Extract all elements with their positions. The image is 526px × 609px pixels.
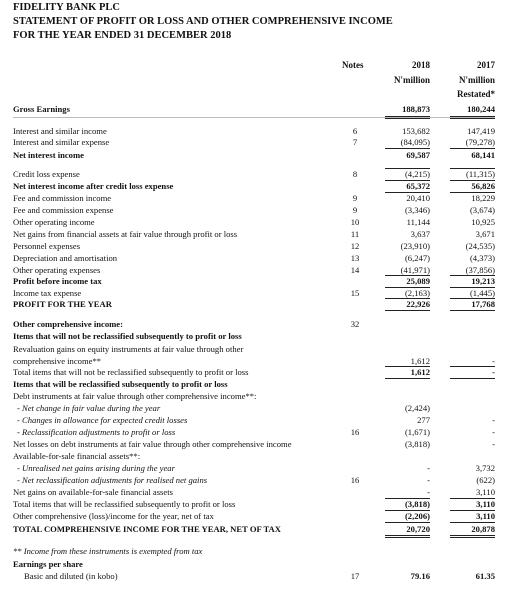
row-label: Credit loss expense	[13, 169, 80, 179]
statement-row	[0, 217, 526, 228]
row-label: Net gains on available-for-sale financial assets	[13, 487, 173, 497]
total-rule	[385, 180, 430, 181]
statement-row	[0, 299, 526, 310]
row-note: 32	[350, 319, 360, 329]
row-value-2017: (622)	[476, 475, 495, 485]
statement-row	[0, 463, 526, 474]
total-rule	[450, 118, 495, 119]
row-value-2018: (1,671)	[404, 427, 430, 437]
row-note: 15	[350, 288, 360, 298]
row-value-2017: 68,141	[471, 150, 495, 160]
row-value-2018: 79.16	[410, 571, 430, 581]
statement-row	[0, 439, 526, 450]
row-note: 13	[350, 253, 360, 263]
total-rule	[450, 180, 495, 181]
row-value-2017: (11,315)	[465, 169, 495, 179]
row-value-2017: 61.35	[475, 571, 495, 581]
total-rule	[385, 310, 430, 311]
statement-row	[0, 331, 526, 342]
row-value-2018: 3,637	[410, 229, 430, 239]
statement-row	[0, 169, 526, 180]
total-rule	[385, 510, 430, 511]
total-rule	[450, 298, 495, 299]
row-note: 8	[352, 169, 358, 179]
total-rule	[385, 535, 430, 536]
statement-row	[0, 265, 526, 276]
notes-column-header: Notes	[342, 60, 364, 70]
total-rule	[450, 148, 495, 149]
row-label: Total items that will not be reclassified subsequently to profit or loss	[13, 367, 249, 377]
row-label: Earnings per share	[13, 559, 83, 569]
row-value-2017: 17,768	[471, 299, 495, 309]
statement-row	[0, 344, 526, 355]
row-label: - Unrealised net gains arising during the year	[17, 463, 175, 473]
row-value-2018: 25,089	[406, 276, 430, 286]
row-label: TOTAL COMPREHENSIVE INCOME FOR THE YEAR, NET OF TAX	[13, 524, 281, 534]
year-2017-restated-note: Restated*	[457, 89, 495, 99]
statement-period: FOR THE YEAR ENDED 31 DECEMBER 2018	[13, 30, 232, 41]
row-value-2017: -	[492, 356, 495, 366]
row-value-2017: -	[492, 415, 495, 425]
row-label: PROFIT FOR THE YEAR	[13, 299, 112, 309]
row-value-2017: 180,244	[467, 104, 495, 114]
total-rule	[450, 378, 495, 379]
row-label: Other comprehensive (loss)/income for the year, net of tax	[13, 511, 214, 521]
row-value-2017: (79,278)	[465, 137, 495, 147]
row-label: Interest and similar expense	[13, 137, 110, 147]
row-label: Net losses on debt instruments at fair value through other comprehensive income	[13, 439, 292, 449]
total-rule	[385, 148, 430, 149]
row-value-2018: 69,587	[406, 150, 430, 160]
row-value-2018: 65,372	[406, 181, 430, 191]
row-value-2017: (1,445)	[469, 288, 495, 298]
statement-row	[0, 546, 526, 557]
row-value-2017: 18,229	[471, 193, 495, 203]
row-label: Gross Earnings	[13, 104, 70, 114]
row-value-2018: (84,095)	[400, 137, 430, 147]
row-note: 10	[350, 217, 360, 227]
statement-row	[0, 241, 526, 252]
row-value-2018: (3,818)	[404, 499, 430, 509]
total-rule	[450, 535, 495, 536]
row-value-2018: (2,424)	[404, 403, 430, 413]
statement-row	[0, 571, 526, 582]
row-label: Items that will not be reclassified subsequently to profit or loss	[13, 331, 242, 341]
statement-row	[0, 379, 526, 390]
row-note: 16	[350, 475, 360, 485]
statement-row	[0, 524, 526, 535]
row-value-2017: (3,674)	[469, 205, 495, 215]
statement-row	[0, 559, 526, 570]
statement-row	[0, 451, 526, 462]
row-label: Other operating income	[13, 217, 95, 227]
row-value-2017: -	[492, 367, 495, 377]
row-label: Net gains from financial assets at fair value through profit or loss	[13, 229, 238, 239]
row-label: Total items that will be reclassified subsequently to profit or loss	[13, 499, 236, 509]
row-label: Items that will be reclassified subsequently to profit or loss	[13, 379, 228, 389]
total-rule	[450, 168, 495, 169]
total-rule	[385, 168, 430, 169]
row-note: 16	[350, 427, 360, 437]
statement-row	[0, 104, 526, 115]
row-value-2018: (2,163)	[404, 288, 430, 298]
company-name: FIDELITY BANK PLC	[13, 2, 120, 13]
row-note: 14	[350, 265, 360, 275]
row-label: Income tax expense	[13, 288, 82, 298]
year-2017-unit: N'million	[458, 75, 495, 85]
row-value-2017: 19,213	[471, 276, 495, 286]
row-label: Revaluation gains on equity instruments at fair value through other	[13, 344, 244, 354]
row-label: ** Income from these instruments is exempted from tax	[13, 546, 203, 556]
row-label: Other operating expenses	[13, 265, 101, 275]
row-value-2017: -	[492, 439, 495, 449]
row-note: 12	[350, 241, 360, 251]
statement-row	[0, 499, 526, 510]
row-value-2018: 22,926	[406, 299, 430, 309]
row-note: 7	[352, 137, 358, 147]
row-value-2018: (4,215)	[404, 169, 430, 179]
row-label: Fee and commission expense	[13, 205, 114, 215]
row-label: Net interest income after credit loss expense	[13, 181, 174, 191]
row-value-2018: (3,818)	[404, 439, 430, 449]
statement-row	[0, 487, 526, 498]
row-value-2018: 20,720	[406, 524, 430, 534]
row-label: Net interest income	[13, 150, 84, 160]
row-label: Other comprehensive income:	[13, 319, 123, 329]
statement-row	[0, 126, 526, 137]
total-rule	[385, 118, 430, 119]
row-value-2018: -	[427, 463, 430, 473]
row-note: 11	[350, 229, 360, 239]
statement-row	[0, 276, 526, 287]
statement-row	[0, 150, 526, 161]
row-value-2018: 11,144	[406, 217, 430, 227]
year-2017-header: 2017	[477, 60, 495, 70]
row-note: 9	[352, 205, 358, 215]
row-value-2017: 3,671	[475, 229, 495, 239]
row-value-2017: 3,732	[475, 463, 495, 473]
total-rule	[385, 275, 430, 276]
statement-row	[0, 475, 526, 486]
total-rule	[450, 287, 495, 288]
row-value-2018: 20,410	[406, 193, 430, 203]
row-value-2017: 3,110	[476, 499, 495, 509]
row-value-2018: -	[427, 487, 430, 497]
row-label: - Reclassification adjustments to profit or loss	[17, 427, 176, 437]
statement-row	[0, 367, 526, 378]
total-rule	[385, 522, 430, 523]
total-rule	[385, 287, 430, 288]
statement-row	[0, 356, 526, 367]
total-rule	[450, 522, 495, 523]
total-rule	[450, 310, 495, 311]
row-value-2017: (24,535)	[465, 241, 495, 251]
row-note: 9	[352, 193, 358, 203]
statement-row	[0, 288, 526, 299]
total-rule	[385, 498, 430, 499]
total-rule	[385, 298, 430, 299]
row-value-2018: (41,971)	[400, 265, 430, 275]
statement-row	[0, 511, 526, 522]
statement-row	[0, 205, 526, 216]
statement-row	[0, 137, 526, 148]
row-value-2018: 277	[417, 415, 430, 425]
row-value-2017: (37,856)	[465, 265, 495, 275]
row-label: - Changes in allowance for expected credit losses	[17, 415, 188, 425]
row-label: Fee and commission income	[13, 193, 112, 203]
row-value-2018: (23,910)	[400, 241, 430, 251]
row-value-2018: 1,612	[410, 367, 430, 377]
row-note: 17	[350, 571, 360, 581]
statement-row	[0, 253, 526, 264]
row-value-2018: -	[427, 475, 430, 485]
row-value-2017: (4,373)	[469, 253, 495, 263]
total-rule	[450, 498, 495, 499]
row-label: Depreciation and amortisation	[13, 253, 118, 263]
statement-row	[0, 319, 526, 330]
row-label: Personnel expenses	[13, 241, 81, 251]
row-value-2017: 3,110	[476, 511, 495, 521]
statement-row	[0, 415, 526, 426]
row-label: Basic and diluted (in kobo)	[24, 571, 118, 581]
total-rule	[385, 366, 430, 367]
statement-row	[0, 193, 526, 204]
statement-row	[0, 229, 526, 240]
row-value-2018: (2,206)	[404, 511, 430, 521]
row-value-2018: 153,682	[402, 126, 430, 136]
total-rule	[385, 192, 430, 193]
year-2018-unit: N'million	[393, 75, 430, 85]
total-rule	[385, 378, 430, 379]
total-rule	[450, 192, 495, 193]
row-note: 6	[352, 126, 358, 136]
row-value-2018: (6,247)	[404, 253, 430, 263]
total-rule	[450, 510, 495, 511]
row-value-2017: -	[492, 427, 495, 437]
statement-row	[0, 427, 526, 438]
row-label: Debt instruments at fair value through other comprehensive income**:	[13, 391, 257, 401]
total-rule	[450, 366, 495, 367]
header-rule	[13, 117, 495, 118]
row-label: Profit before income tax	[13, 276, 102, 286]
year-2018-header: 2018	[412, 60, 430, 70]
row-value-2017: 10,925	[471, 217, 495, 227]
row-label: Interest and similar income	[13, 126, 107, 136]
row-label: - Net reclassification adjustments for realised net gains	[17, 475, 208, 485]
row-label: - Net change in fair value during the year	[17, 403, 161, 413]
row-value-2017: 56,826	[471, 181, 495, 191]
statement-row	[0, 403, 526, 414]
row-value-2018: (3,346)	[404, 205, 430, 215]
row-value-2018: 188,873	[402, 104, 430, 114]
row-value-2017: 147,419	[467, 126, 495, 136]
total-rule	[385, 537, 430, 538]
total-rule	[450, 275, 495, 276]
row-value-2017: 3,110	[475, 487, 495, 497]
row-label: Available-for-sale financial assets**:	[13, 451, 141, 461]
statement-row	[0, 181, 526, 192]
row-value-2017: 20,878	[471, 524, 495, 534]
total-rule	[450, 537, 495, 538]
row-label: comprehensive income**	[13, 356, 102, 366]
statement-row	[0, 391, 526, 402]
row-value-2018: 1,612	[410, 356, 430, 366]
statement-title: STATEMENT OF PROFIT OR LOSS AND OTHER COMPREHENSIVE INCOME	[13, 16, 393, 27]
